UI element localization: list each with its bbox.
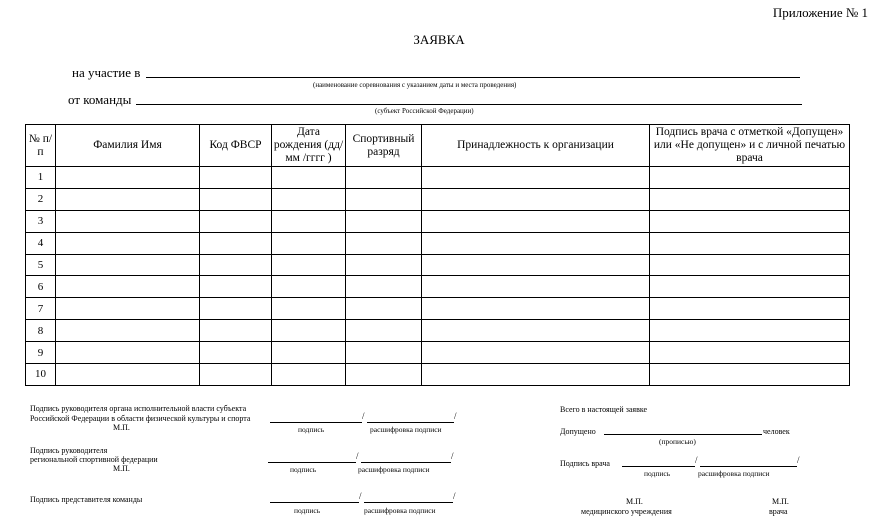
cell-code[interactable] (200, 210, 272, 232)
col-code: Код ФВСР (200, 125, 272, 167)
row-number: 8 (26, 320, 56, 342)
fed-decoding-line[interactable] (361, 462, 451, 463)
team-rep-slash-2: / (453, 491, 456, 501)
total-label: Всего в настоящей заявке (560, 405, 648, 414)
exec-signature-label-2: Российской Федерации в области физической культуры и спорта (30, 414, 251, 423)
table-row (26, 298, 850, 320)
col-birthdate: Дата рождения (дд/мм /гггг ) (272, 125, 346, 167)
cell-organization[interactable] (422, 342, 650, 364)
cell-organization[interactable] (422, 254, 650, 276)
doctor-signature-label: Подпись врача (560, 459, 610, 468)
row-number: 10 (26, 364, 56, 386)
row-number: 1 (26, 167, 56, 189)
fed-slash-1: / (356, 451, 359, 461)
cell-rank[interactable] (346, 254, 422, 276)
cell-organization[interactable] (422, 167, 650, 189)
row-number: 7 (26, 298, 56, 320)
cell-name[interactable] (56, 254, 200, 276)
doctor-decoding-line[interactable] (700, 466, 797, 467)
doctor-signature-line[interactable] (622, 466, 695, 467)
cell-rank[interactable] (346, 232, 422, 254)
col-rank: Спортивный разряд (346, 125, 422, 167)
fed-signature-label-1: Подпись руководителя (30, 446, 108, 455)
cell-code[interactable] (200, 342, 272, 364)
cell-code[interactable] (200, 276, 272, 298)
cell-doctor-signature[interactable] (650, 254, 850, 276)
cell-name[interactable] (56, 232, 200, 254)
doctor-signature-caption: подпись (644, 469, 671, 478)
table-row (26, 364, 850, 386)
table-row (26, 320, 850, 342)
cell-code[interactable] (200, 298, 272, 320)
cell-birthdate[interactable] (272, 167, 346, 189)
cell-code[interactable] (200, 232, 272, 254)
table-header-row (26, 125, 850, 167)
team-rep-signature-label: Подпись представителя команды (30, 495, 143, 504)
cell-birthdate[interactable] (272, 298, 346, 320)
cell-code[interactable] (200, 254, 272, 276)
col-name: Фамилия Имя (56, 125, 200, 167)
table-row (26, 210, 850, 232)
cell-code[interactable] (200, 188, 272, 210)
cell-name[interactable] (56, 342, 200, 364)
cell-rank[interactable] (346, 167, 422, 189)
page-title: ЗАЯВКА (413, 32, 465, 47)
table-row (26, 276, 850, 298)
col-number: № п/п (26, 125, 56, 167)
cell-organization[interactable] (422, 298, 650, 320)
exec-slash-1: / (362, 411, 365, 421)
table-row (26, 232, 850, 254)
team-rep-signature-line[interactable] (270, 502, 359, 503)
cell-doctor-signature[interactable] (650, 188, 850, 210)
team-rep-slash-1: / (359, 491, 362, 501)
team-rep-signature-caption: подпись (294, 506, 321, 515)
fed-slash-2: / (451, 451, 454, 461)
doctor-mp: М.П. (772, 497, 789, 506)
cell-birthdate[interactable] (272, 232, 346, 254)
fed-decoding-caption: расшифровка подписи (358, 465, 430, 474)
exec-signature-line[interactable] (270, 422, 362, 423)
cell-name[interactable] (56, 188, 200, 210)
team-rep-decoding-caption: расшифровка подписи (364, 506, 436, 515)
admitted-label: Допущено (560, 427, 596, 436)
row-number: 2 (26, 188, 56, 210)
cell-doctor-signature[interactable] (650, 298, 850, 320)
row-number: 6 (26, 276, 56, 298)
cell-rank[interactable] (346, 210, 422, 232)
cell-organization[interactable] (422, 188, 650, 210)
doctor-slash-1: / (695, 455, 698, 465)
cell-name[interactable] (56, 276, 200, 298)
table-row (26, 254, 850, 276)
doctor-word: врача (769, 507, 788, 516)
cell-birthdate[interactable] (272, 210, 346, 232)
cell-birthdate[interactable] (272, 276, 346, 298)
exec-slash-2: / (454, 411, 457, 421)
cell-code[interactable] (200, 364, 272, 386)
appendix-label: Приложение № 1 (772, 5, 868, 20)
fed-mp: М.П. (113, 464, 130, 473)
doctor-slash-2: / (797, 455, 800, 465)
team-line (136, 104, 802, 105)
cell-organization[interactable] (422, 276, 650, 298)
persons-label: человек (763, 427, 790, 436)
fed-signature-line[interactable] (268, 462, 356, 463)
cell-name[interactable] (56, 167, 200, 189)
cell-doctor-signature[interactable] (650, 276, 850, 298)
cell-doctor-signature[interactable] (650, 232, 850, 254)
row-number: 4 (26, 232, 56, 254)
exec-signature-label-1: Подпись руководителя органа исполнительной власти субъекта (30, 404, 247, 413)
fed-signature-caption: подпись (290, 465, 317, 474)
row-number: 9 (26, 342, 56, 364)
institution-mp: М.П. (626, 497, 643, 506)
cell-doctor-signature[interactable] (650, 210, 850, 232)
cell-rank[interactable] (346, 298, 422, 320)
cell-name[interactable] (56, 364, 200, 386)
cell-doctor-signature[interactable] (650, 167, 850, 189)
cell-rank[interactable] (346, 364, 422, 386)
participation-line (146, 77, 800, 78)
team-label: от команды (68, 92, 132, 107)
cell-organization[interactable] (422, 232, 650, 254)
table-row (26, 342, 850, 364)
cell-organization[interactable] (422, 320, 650, 342)
cell-birthdate[interactable] (272, 364, 346, 386)
cell-birthdate[interactable] (272, 320, 346, 342)
cell-birthdate[interactable] (272, 188, 346, 210)
cell-name[interactable] (56, 298, 200, 320)
doctor-decoding-caption: расшифровка подписи (698, 469, 770, 478)
fed-signature-label-2: региональной спортивной федерации (30, 455, 158, 464)
team-rep-decoding-line[interactable] (364, 502, 453, 503)
cell-organization[interactable] (422, 364, 650, 386)
admitted-count-line[interactable] (604, 434, 762, 435)
participation-hint: (наименование соревнования с указанием даты и места проведения) (313, 81, 517, 89)
in-words-caption: (прописью) (659, 437, 696, 446)
cell-birthdate[interactable] (272, 254, 346, 276)
cell-doctor-signature[interactable] (650, 364, 850, 386)
cell-name[interactable] (56, 320, 200, 342)
col-doctor-signature: Подпись врача с отметкой «Допущен» или «Не допущен» и с личной печатью врача (650, 125, 850, 167)
table-row (26, 188, 850, 210)
row-number: 3 (26, 210, 56, 232)
participants-table (25, 124, 850, 386)
cell-organization[interactable] (422, 210, 650, 232)
cell-rank[interactable] (346, 342, 422, 364)
exec-decoding-caption: расшифровка подписи (370, 425, 442, 434)
cell-rank[interactable] (346, 188, 422, 210)
exec-signature-caption: подпись (298, 425, 325, 434)
cell-doctor-signature[interactable] (650, 342, 850, 364)
cell-rank[interactable] (346, 276, 422, 298)
exec-decoding-line[interactable] (367, 422, 454, 423)
cell-rank[interactable] (346, 320, 422, 342)
cell-code[interactable] (200, 167, 272, 189)
cell-birthdate[interactable] (272, 342, 346, 364)
cell-code[interactable] (200, 320, 272, 342)
team-hint: (субъект Российской Федерации) (375, 107, 474, 115)
col-organization: Принадлежность к организации (422, 125, 650, 167)
table-row (26, 167, 850, 189)
row-number: 5 (26, 254, 56, 276)
exec-mp: М.П. (113, 423, 130, 432)
cell-doctor-signature[interactable] (650, 320, 850, 342)
participation-label: на участие в (72, 65, 141, 80)
cell-name[interactable] (56, 210, 200, 232)
medical-institution-label: медицинского учреждения (581, 507, 672, 516)
